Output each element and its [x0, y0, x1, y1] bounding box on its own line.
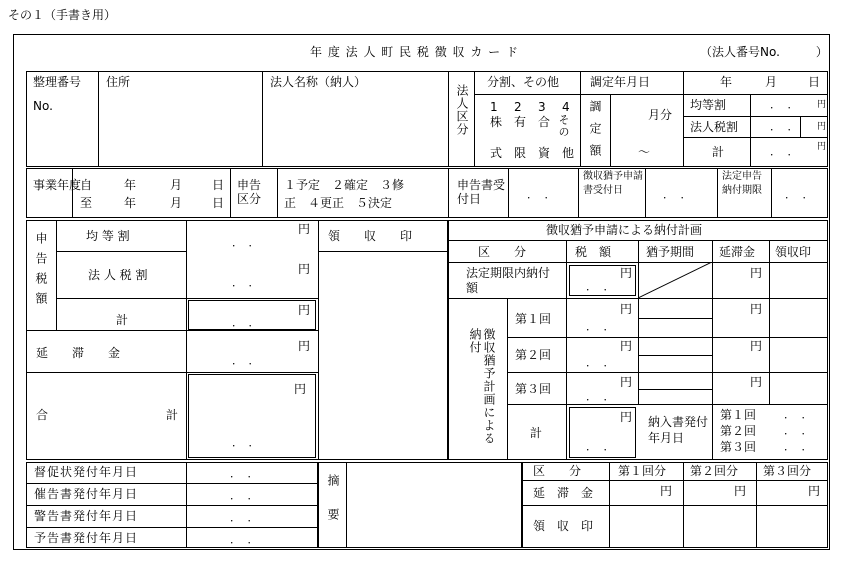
- plan-header-kubun: 区 分: [478, 245, 527, 259]
- yen-mark: 円: [750, 375, 763, 389]
- dot-separator: ．．: [586, 390, 627, 403]
- dot-separator: ．．: [527, 188, 568, 201]
- dot-separator: ．．: [230, 489, 271, 502]
- round-3-label: 第３回: [515, 382, 552, 396]
- nonyu-round-2: 第２回: [720, 424, 757, 438]
- no-label: No.: [33, 99, 53, 113]
- chotei-gaku-label: 調定額: [588, 100, 602, 166]
- hotei-kigen-label: 法定申告納付期限: [722, 171, 762, 196]
- yen-mark: 円: [817, 100, 827, 110]
- corp-number-label: （法人番号No. ）: [700, 45, 828, 59]
- dot-separator: ．．: [784, 408, 825, 421]
- yen-mark: 円: [734, 484, 747, 498]
- yokoku-label: 予告書発付年月日: [34, 531, 139, 545]
- kind-shi: 資: [538, 146, 551, 160]
- corp-name-label: 法人名称（納人）: [270, 75, 367, 89]
- col-round-2: 第２回分: [690, 464, 739, 478]
- col-round-1: 第１回分: [618, 464, 667, 478]
- dot-separator: ．．: [230, 533, 271, 546]
- row2-section: [26, 168, 828, 218]
- hi-label: 日: [212, 178, 225, 192]
- form-title: 年 度 法 人 町 民 税 徴 収 カ ー ド: [310, 45, 519, 59]
- top-hojinzeiwari-label: 法人税割: [690, 120, 739, 134]
- dot-separator: ．．: [586, 356, 627, 369]
- tsuki-label: 月: [170, 196, 183, 210]
- yen-mark: 円: [620, 266, 633, 280]
- gokei-label-b: 計: [166, 408, 179, 422]
- yen-mark: 円: [620, 339, 633, 353]
- day-label: 日: [808, 75, 821, 89]
- top-kintowari-label: 均等割: [690, 98, 727, 112]
- left-kei-label: 計: [116, 313, 129, 327]
- from-label: 自: [80, 178, 93, 192]
- form-caption: その１（手書き用）: [8, 8, 117, 22]
- col-round-3: 第３回分: [763, 464, 812, 478]
- yen-mark: 円: [750, 302, 763, 316]
- dot-separator: ．．: [770, 120, 811, 133]
- kind-go: 合: [538, 115, 551, 129]
- kind-num-4: 4: [562, 100, 570, 114]
- dot-separator: ．．: [785, 188, 826, 201]
- choshu-yuyo-label: 徴収猶予申請書受付日: [583, 171, 643, 196]
- plan-header-ryoshuin: 領収印: [775, 245, 812, 259]
- plan-title: 徴収猶予申請による納付計画: [546, 223, 703, 237]
- kind-yu: 有: [514, 115, 527, 129]
- dot-separator: ． ．: [232, 354, 260, 367]
- kind-kabu: 株: [490, 115, 503, 129]
- hojinzeiwari-label: 法 人 税 割: [88, 268, 148, 282]
- dot-separator: ． ．: [232, 436, 260, 449]
- dot-separator: ．．: [586, 320, 627, 333]
- top-kei-label: 計: [712, 145, 725, 159]
- bottom-kubun-label: 区 分: [533, 464, 582, 478]
- year-label: 年: [720, 75, 733, 89]
- yen-mark: 円: [620, 302, 633, 316]
- dot-separator: ．．: [230, 511, 271, 524]
- dot-separator: ．．: [663, 188, 704, 201]
- tsuki-label: 月: [170, 178, 183, 192]
- getsubun-label: 月分: [648, 108, 673, 122]
- kind-shiki: 式: [490, 146, 503, 160]
- dot-separator: ．．: [586, 280, 627, 293]
- keikoku-label: 警告書発付年月日: [34, 509, 139, 523]
- kubun-options-2: 正 ４更正 ５決定: [284, 196, 393, 210]
- dot-separator: ．．: [230, 467, 271, 480]
- yen-mark: 円: [817, 122, 827, 132]
- plan-header-entaikin: 延滞金: [719, 245, 756, 259]
- yen-mark: 円: [298, 262, 311, 276]
- plan-kei-label: 計: [530, 426, 543, 440]
- yen-mark: 円: [817, 142, 827, 152]
- to-label: 至: [80, 196, 93, 210]
- dot-separator: ．．: [784, 424, 825, 437]
- tilde-label: ～: [638, 145, 651, 159]
- dot-separator: ． ．: [232, 236, 260, 249]
- plan-header-yuyo: 猶予期間: [646, 245, 695, 259]
- bottom-ryoshuin-label: 領 収 印: [533, 519, 594, 533]
- nen-label: 年: [124, 196, 137, 210]
- kind-num-1: 1: [490, 100, 498, 114]
- tekiyo-label: 摘要: [326, 474, 340, 542]
- kind-ta: 他: [562, 146, 575, 160]
- seiri-label: 整理番号: [33, 75, 82, 89]
- shinkokusho-label: 申告書受付日: [457, 178, 506, 206]
- dot-separator: ．．: [770, 145, 811, 158]
- hotei-label: 法定期限内納付額: [466, 266, 551, 295]
- tokusoku-label: 督促状発付年月日: [34, 465, 139, 479]
- yen-mark: 円: [660, 484, 673, 498]
- dot-separator: ．．: [784, 440, 825, 453]
- yen-mark: 円: [808, 484, 821, 498]
- shinkoku-zeigaku-label: 申告税額: [34, 232, 48, 312]
- kubun-options-1: １予定 ２確定 ３修: [284, 178, 405, 192]
- dot-separator: ． ．: [232, 316, 260, 329]
- diagonal-line: [638, 262, 712, 298]
- jigyo-nendo-label: 事業年度: [33, 178, 82, 192]
- plan-side-label: 徴収猶予計画による納付: [468, 328, 496, 445]
- ryoshuin-label: 領 収 印: [328, 229, 413, 243]
- kintowari-label: 均 等 割: [86, 229, 130, 243]
- bottom-entaikin-label: 延 滞 金: [533, 486, 594, 500]
- kind-num-3: 3: [538, 100, 546, 114]
- dot-separator: ．．: [586, 440, 627, 453]
- hi-label: 日: [212, 196, 225, 210]
- hojin-kubun-label: 法人区分: [455, 84, 469, 136]
- yen-mark: 円: [750, 339, 763, 353]
- month-label: 月: [765, 75, 778, 89]
- plan-header-zeigaku: 税 額: [575, 245, 612, 259]
- kind-gen: 限: [514, 146, 527, 160]
- round-1-label: 第１回: [515, 312, 552, 326]
- yen-mark: 円: [298, 339, 311, 353]
- yen-mark: 円: [750, 266, 763, 280]
- kind-num-2: 2: [514, 100, 522, 114]
- yen-mark: 円: [298, 222, 311, 236]
- nonyu-round-3: 第３回: [720, 440, 757, 454]
- nen-label: 年: [124, 178, 137, 192]
- yen-mark: 円: [294, 382, 307, 396]
- gokei-label-a: 合: [36, 408, 49, 422]
- dot-separator: ． ．: [232, 276, 260, 289]
- chotei-date-label: 調定年月日: [590, 75, 651, 89]
- top-section: [26, 71, 828, 167]
- dot-separator: ．．: [770, 98, 811, 111]
- nonyu-round-1: 第１回: [720, 408, 757, 422]
- nonyu-label: 納入書発付年月日: [648, 415, 709, 445]
- shinkoku-kubun-label: 申告区分: [237, 178, 262, 206]
- round-2-label: 第２回: [515, 348, 552, 362]
- yen-mark: 円: [298, 303, 311, 317]
- saikoku-label: 催告書発付年月日: [34, 487, 139, 501]
- kind-sono: その: [557, 114, 570, 138]
- tekiyo-section: [318, 462, 522, 548]
- address-label: 住所: [106, 75, 131, 89]
- entaikin-label: 延 滞 金: [36, 346, 121, 360]
- yen-mark: 円: [620, 375, 633, 389]
- bunkatsu-label: 分割、その他: [487, 75, 560, 89]
- yen-mark: 円: [620, 410, 633, 424]
